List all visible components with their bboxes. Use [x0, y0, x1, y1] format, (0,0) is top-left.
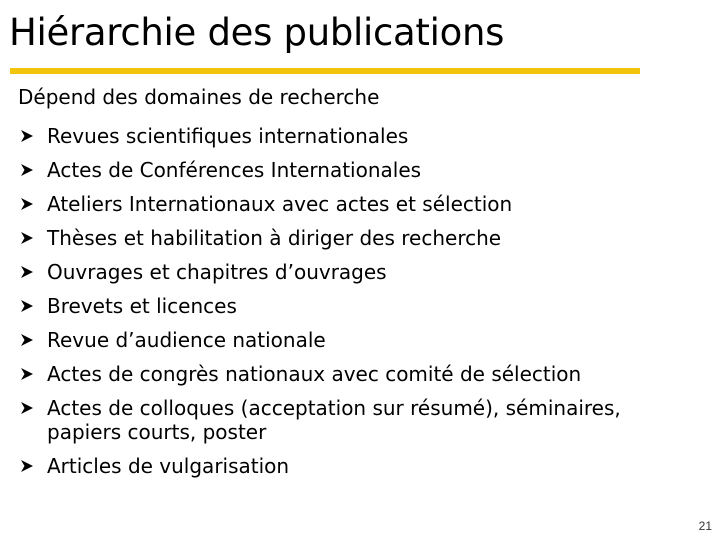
arrow-bullet-icon — [20, 153, 34, 187]
bullet-text: Actes de Conférences Internationales — [47, 158, 422, 182]
bullet-text: Ouvrages et chapitres d’ouvrages — [47, 260, 387, 284]
arrow-bullet-icon — [20, 357, 34, 391]
bullet-text: Articles de vulgarisation — [47, 454, 290, 478]
bullet-item — [20, 391, 710, 449]
intro-text: Dépend des domaines de recherche — [18, 85, 380, 109]
arrow-bullet-icon — [20, 221, 34, 255]
bullet-text: Ateliers Internationaux avec actes et sélection — [47, 192, 513, 216]
arrow-bullet-icon — [20, 289, 34, 323]
arrow-bullet-icon — [20, 119, 34, 153]
bullet-item — [20, 323, 710, 357]
bullet-item — [20, 357, 710, 391]
title-underline — [10, 68, 640, 74]
bullet-item — [20, 289, 710, 323]
arrow-bullet-icon — [20, 255, 34, 289]
arrow-bullet-icon — [20, 391, 34, 425]
bullet-text: Actes de congrès nationaux avec comité de sélection — [47, 362, 582, 386]
arrow-bullet-icon — [20, 323, 34, 357]
bullet-text: Revue d’audience nationale — [47, 328, 326, 352]
bullet-item — [20, 449, 710, 483]
bullet-item — [20, 187, 710, 221]
arrow-bullet-icon — [20, 449, 34, 483]
bullet-item — [20, 119, 710, 153]
bullet-text: Brevets et licences — [47, 294, 237, 318]
slide-title: Hiérarchie des publications — [9, 11, 505, 54]
bullet-text: Revues scientifiques internationales — [47, 124, 409, 148]
bullet-item — [20, 153, 710, 187]
arrow-bullet-icon — [20, 187, 34, 221]
bullet-item — [20, 221, 710, 255]
bullet-text: Actes de colloques (acceptation sur résumé), séminaires, papiers courts, poster — [47, 396, 621, 444]
bullet-text: Thèses et habilitation à diriger des recherche — [47, 226, 502, 250]
bullet-item — [20, 255, 710, 289]
bullet-list — [20, 119, 710, 483]
page-number: 21 — [698, 519, 712, 533]
